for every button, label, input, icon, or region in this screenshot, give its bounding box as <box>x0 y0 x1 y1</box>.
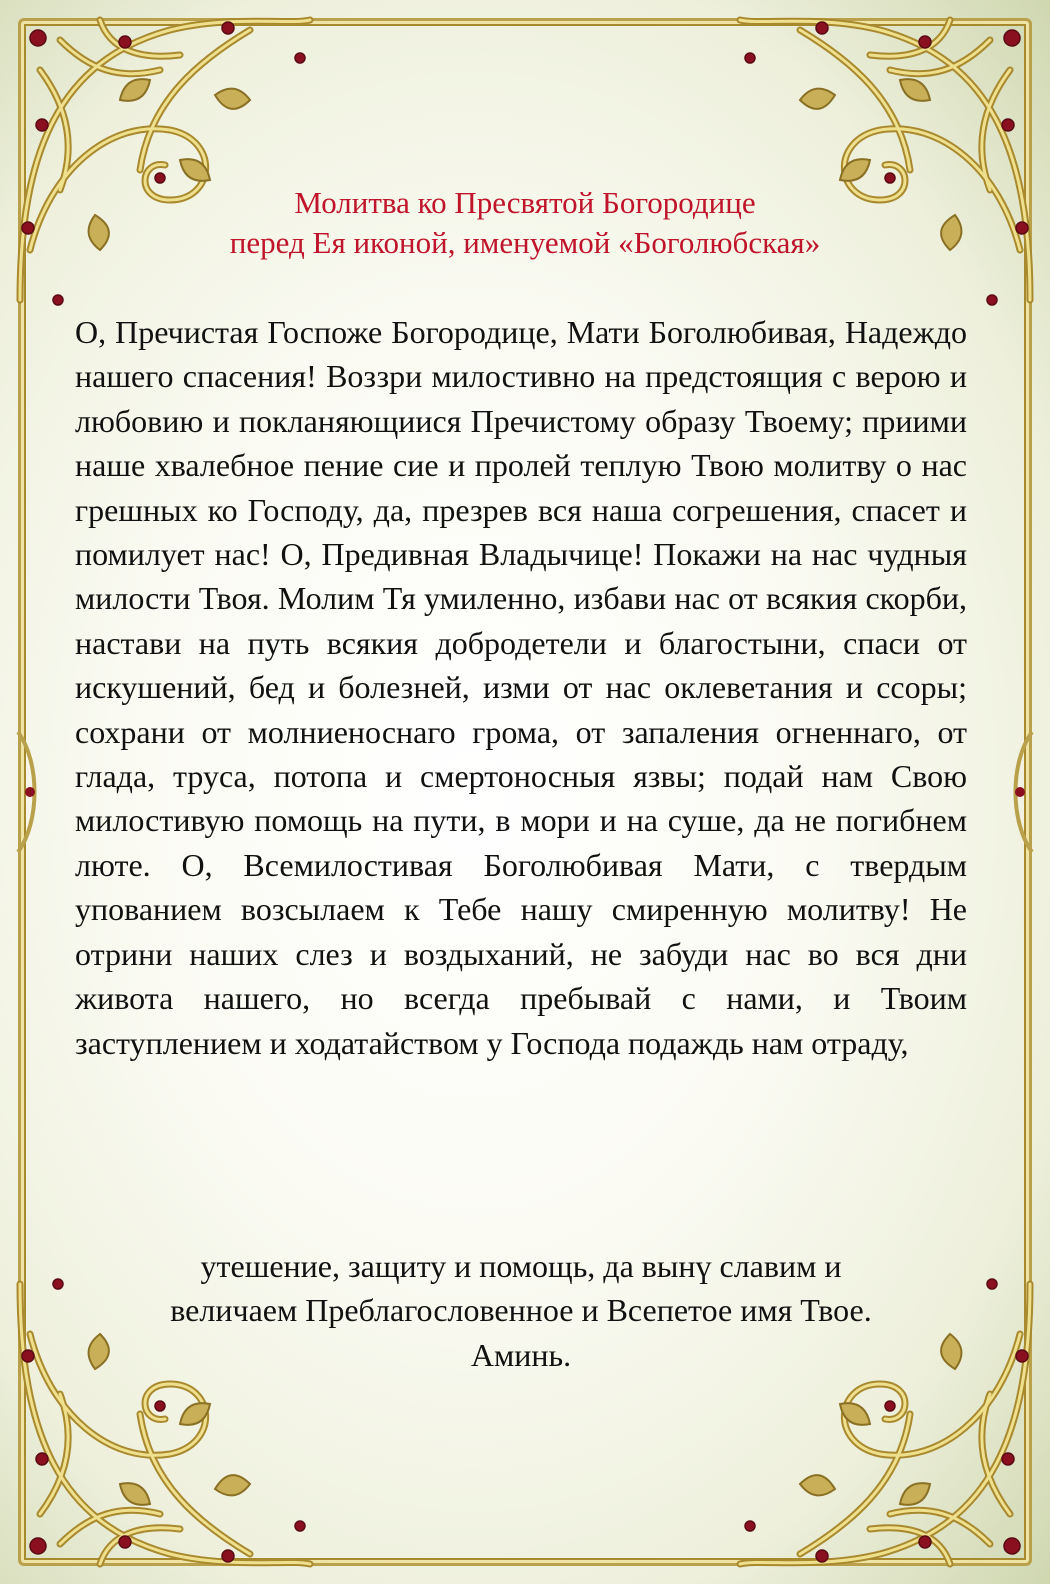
title-line-2: перед Ея иконой, именуемой «Боголюбская» <box>229 225 821 260</box>
side-ornament-left <box>10 732 50 852</box>
side-ornament-right <box>1000 732 1040 852</box>
amen: Аминь. <box>470 1336 572 1373</box>
corner-ornament-top-right <box>720 0 1050 330</box>
title-line-1: Молитва ко Пресвятой Богородице <box>294 185 756 220</box>
prayer-body: О, Пречистая Госпоже Богородице, Мати Боголюбивая, Надеждо нашего спасения! Воззри милостивно на предстоящия с верою и любовию и покланяющиися Пречистому образу Твоему; приими наше хвалебное пение сие и пролей теплую Твою молитву о нас грешных ко Господу, да, презрев вся наша согрешения, спасет и помилует нас! О, Предивная Владычице! Покажи на нас чудныя милости Твоя. Молим Тя умиленно, избави нас от всякия скорби, настави на путь всякия добродетели и благостыни, спаси от искушений, бед и болезней, изми от нас оклеветания и ссоры; сохрани от молниеноснаго грома, от запаления огненнаго, от глада, труса, потопа и смертоносныя язвы; подай нам Свою милостивую помощь на пути, в мори и на суше, да не погибнем люте. О, Всемилостивая Боголюбивая Мати, с твердым упованием возсылаем к Тебе нашу смиренную молитву! Не отрини наших слез и воздыханий, не забуди нас во вся дни живота нашего, но всегда пребывай с нами, и Твоим заступлением и ходатайством у Господа подаждь нам отраду, <box>75 314 967 1061</box>
corner-ornament-top-left <box>0 0 330 330</box>
prayer-title <box>0 183 1050 263</box>
closing-line-1: утешение, защиту и помощь, да вынү славим и <box>200 1248 842 1284</box>
prayer-closing <box>75 1244 967 1377</box>
closing-line-2: величаем Преблагословенное и Всепетое имя Твое. <box>170 1292 872 1329</box>
